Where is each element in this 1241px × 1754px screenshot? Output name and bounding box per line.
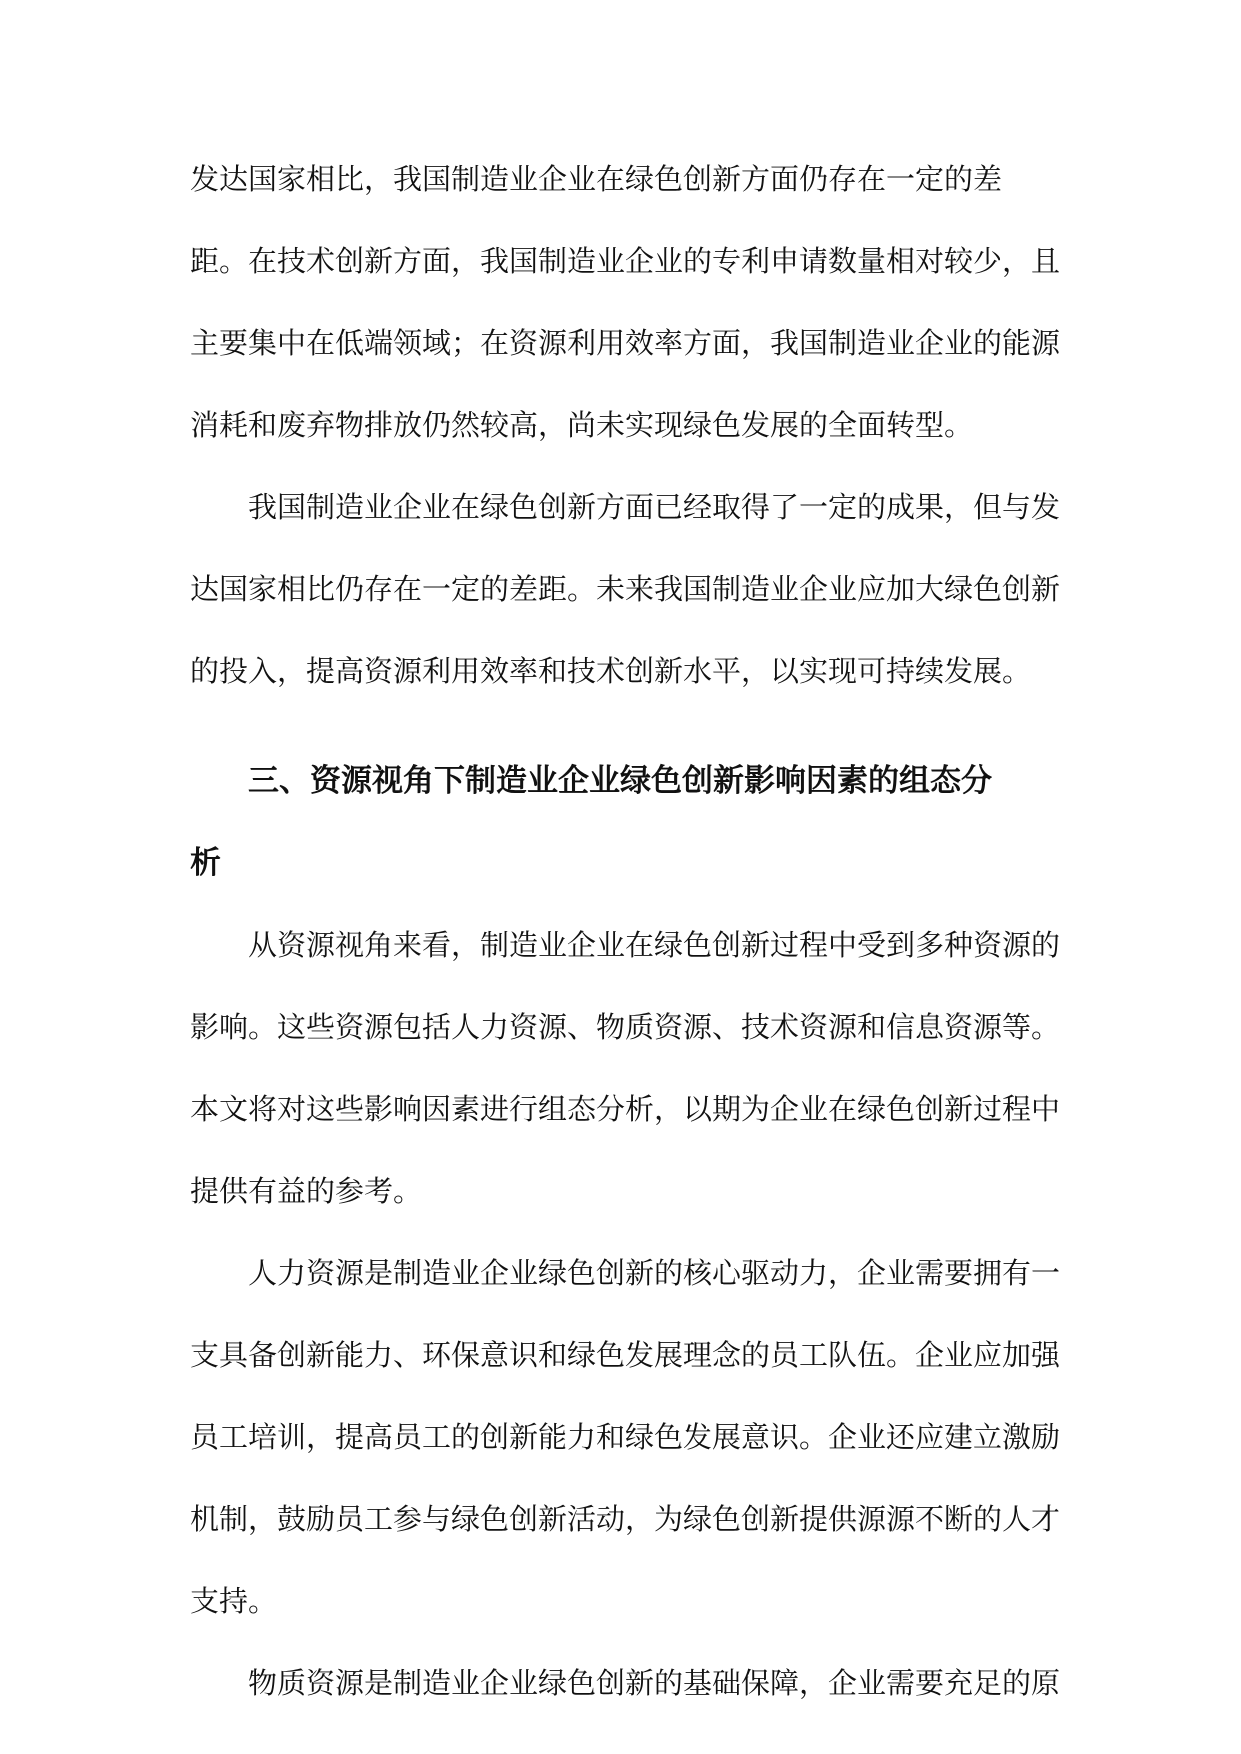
text-line: 人力资源是制造业企业绿色创新的核心驱动力，企业需要拥有一: [248, 1256, 1060, 1290]
heading-line: 三、资源视角下制造业企业绿色创新影响因素的组态分: [248, 763, 992, 799]
text-line: 支具备创新能力、环保意识和绿色发展理念的员工队伍。企业应加强: [190, 1338, 1060, 1372]
text-line: 支持。: [190, 1584, 278, 1618]
text-line: 发达国家相比，我国制造业企业在绿色创新方面仍存在一定的差: [190, 162, 1003, 196]
paragraph-achievements-summary: [190, 466, 1060, 712]
text-line: 提供有益的参考。: [190, 1174, 423, 1208]
paragraph-human-resources: [190, 1232, 1060, 1642]
text-line: 我国制造业企业在绿色创新方面已经取得了一定的成果，但与发: [248, 490, 1060, 524]
text-line: 消耗和废弃物排放仍然较高，尚未实现绿色发展的全面转型。: [190, 408, 974, 442]
spacer: [190, 712, 1060, 740]
text-line: 机制，鼓励员工参与绿色创新活动，为绿色创新提供源源不断的人才: [190, 1502, 1060, 1536]
paragraph-material-resources: [190, 1642, 1060, 1724]
text-line: 员工培训，提高员工的创新能力和绿色发展意识。企业还应建立激励: [190, 1420, 1060, 1454]
paragraph-developed-gap: [190, 138, 1060, 466]
text-line: 影响。这些资源包括人力资源、物质资源、技术资源和信息资源等。: [190, 1010, 1060, 1044]
section-heading: [190, 740, 1060, 904]
text-line: 距。在技术创新方面，我国制造业企业的专利申请数量相对较少，且: [190, 244, 1060, 278]
heading-line: 析: [190, 845, 221, 881]
document-page: [190, 138, 1060, 1724]
text-line: 从资源视角来看，制造业企业在绿色创新过程中受到多种资源的: [248, 928, 1060, 962]
text-line: 达国家相比仍存在一定的差距。未来我国制造业企业应加大绿色创新: [190, 572, 1060, 606]
text-line: 本文将对这些影响因素进行组态分析，以期为企业在绿色创新过程中: [190, 1092, 1060, 1126]
text-line: 主要集中在低端领域；在资源利用效率方面，我国制造业企业的能源: [190, 326, 1060, 360]
text-line: 物质资源是制造业企业绿色创新的基础保障，企业需要充足的原: [248, 1666, 1060, 1700]
paragraph-resource-perspective: [190, 904, 1060, 1232]
text-line: 的投入，提高资源利用效率和技术创新水平，以实现可持续发展。: [190, 654, 1032, 688]
